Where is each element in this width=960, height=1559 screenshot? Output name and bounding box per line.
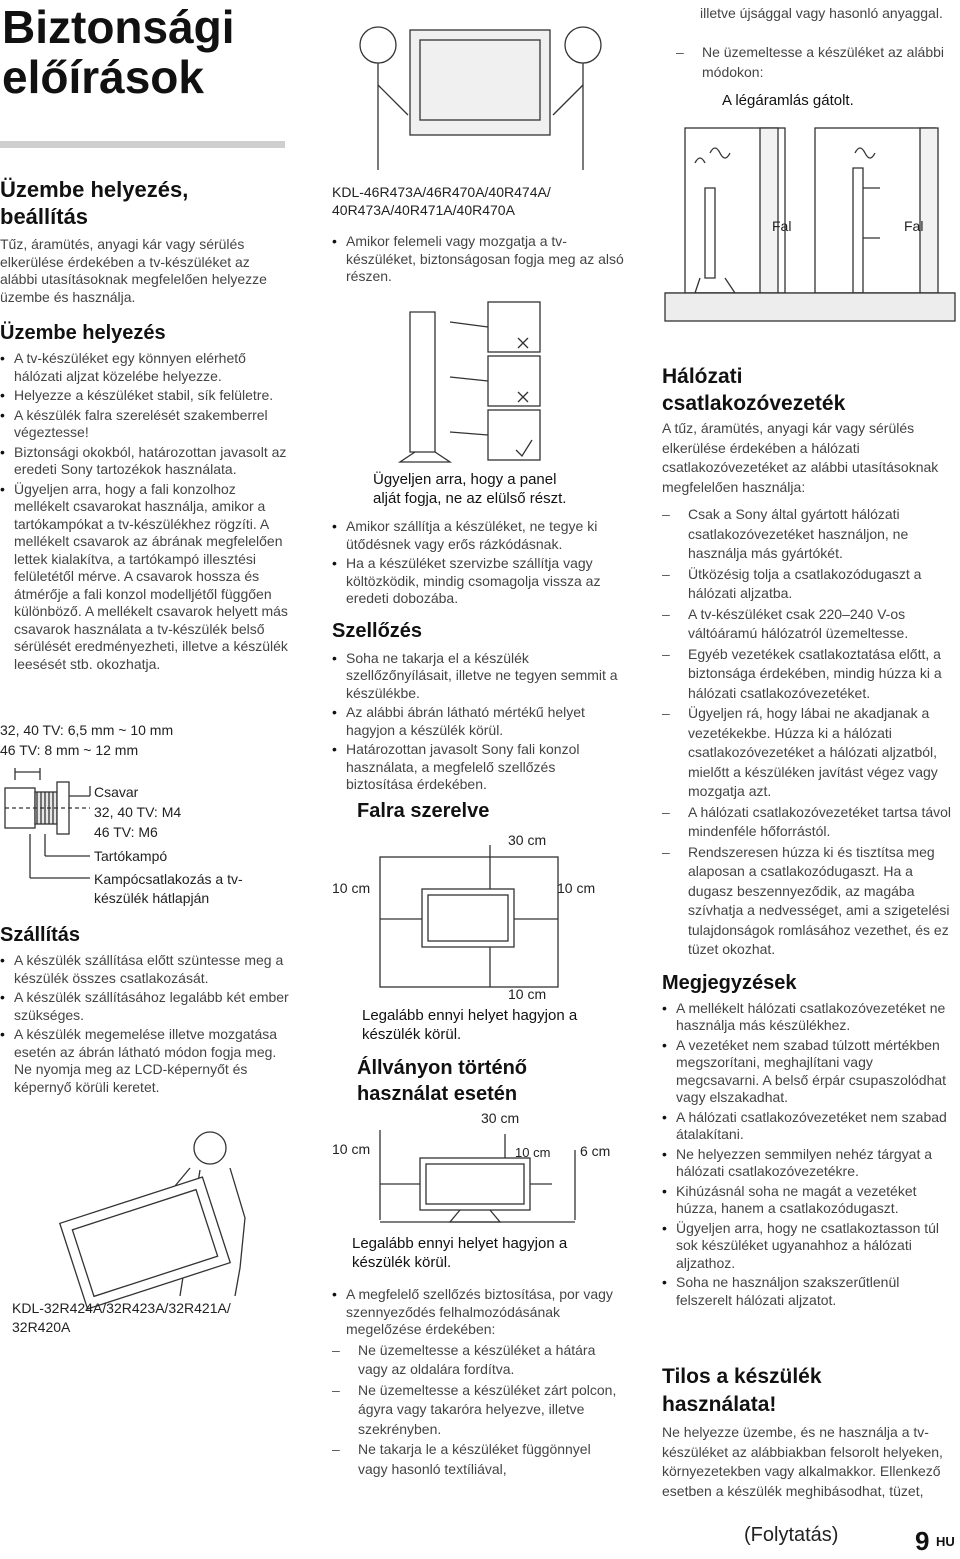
stand-clearance-left: 10 cm	[332, 1141, 371, 1157]
section-title-power-cord	[662, 363, 954, 417]
power-title-line1: Hálózati	[662, 365, 743, 388]
panel-grip-illustration	[380, 302, 560, 462]
stand-clearance-caption: Legalább ennyi helyet hagyjon a készülék körül.	[352, 1235, 568, 1271]
wall-clearance-caption: Legalább ennyi helyet hagyjon a készülék körül.	[362, 1007, 578, 1043]
section-divider-bar	[0, 141, 285, 148]
list-item: – Ne takarja le a készüléket függönnyel vagy hasonló textíliával,	[332, 1440, 624, 1479]
page-title-line1: Biztonsági	[2, 1, 235, 53]
list-item: • Helyezze a készüléket stabil, sík felületre.	[0, 387, 290, 405]
wall-clearance-left: 10 cm	[332, 880, 371, 896]
stand-title	[357, 1055, 527, 1107]
stand-title-line2: használat esetén	[357, 1083, 518, 1105]
list-item: – A tv-készüléket csak 220–240 V-os váltóáramú hálózatról üzemeltesse.	[662, 605, 954, 644]
list-item: • Az alábbi ábrán látható mértékű helyet hagyjon a készülék körül.	[332, 704, 624, 739]
large-model-block	[332, 184, 624, 288]
screw-label-3: 46 TV: M6	[94, 824, 158, 840]
list-item: – Csak a Sony által gyártott hálózati csatlakozóvezetéket használjon, ne használja más gyártókét.	[662, 505, 954, 564]
notes-bullets	[662, 1000, 954, 1310]
col3-continued-text: illetve újsággal vagy hasonló anyaggal.	[700, 5, 943, 21]
language-code: HU	[936, 1534, 955, 1549]
section-title-installation: Üzembe helyezés, beállítás	[0, 177, 189, 229]
list-item: • A készülék megemelése illetve mozgatása esetén az ábrán látható módon fogja meg. Ne nyomja meg az LCD-képernyőt és képernyő körüli keretet.	[0, 1026, 290, 1096]
list-item: • Ha a készüléket szervizbe szállítja vagy költözködik, mindig csomagolja vissza az eredeti dobozába.	[332, 555, 624, 608]
section-title-transport: Szállítás	[0, 924, 81, 946]
screw-label-4: Tartókampó	[94, 848, 168, 864]
page-number: 9	[915, 1526, 930, 1556]
two-people-carrying-tv-illustration	[368, 5, 598, 175]
list-item: • A készülék szállításához legalább két ember szükséges.	[0, 989, 290, 1024]
wall-mount-title: Falra szerelve	[357, 800, 490, 822]
stand-clearance-right: 10 cm	[515, 1145, 551, 1160]
ventilation-tips	[332, 1286, 624, 1480]
power-cord-dashes	[662, 505, 954, 960]
wall-clearance-top: 30 cm	[508, 832, 547, 848]
forbidden-title-line2: használata!	[662, 1393, 777, 1416]
list-item: – Ütközésig tolja a csatlakozódugaszt a hálózati aljzatba.	[662, 565, 954, 604]
setup-bullets	[0, 350, 290, 673]
forbidden-section	[662, 1363, 954, 1501]
list-item: • A készülék falra szerelését szakemberrel végeztesse!	[0, 407, 290, 442]
continued-label: (Folytatás)	[744, 1524, 839, 1546]
list-item: • Soha ne takarja el a készülék szellőzőnyílásait, illetve ne tegyen semmit a készülékbe.	[332, 650, 624, 703]
screw-label-1: Csavar	[94, 784, 139, 800]
stand-clearance-top: 30 cm	[481, 1110, 520, 1126]
subsection-title-setup: Üzembe helyezés	[0, 322, 166, 344]
list-item: • Soha ne használjon szakszerűtlenül felszerelt hálózati aljzatot.	[662, 1274, 954, 1309]
ventilation-tips-bullets	[332, 1286, 624, 1339]
list-item: – A hálózati csatlakozóvezetéket tartsa távol mindenféle hőforrástól.	[662, 803, 954, 842]
transport-notes-bullets	[332, 518, 624, 608]
list-item: • Amikor szállítja a készüléket, ne tegye ki ütődésnek vagy erős rázkódásnak.	[332, 518, 624, 553]
list-item: – Ne üzemeltesse a készüléket a hátára vagy az oldalára fordítva.	[332, 1341, 624, 1380]
forbidden-text: Ne helyezze üzembe, és ne használja a tv-készüléket az alábbiakban felsorolt helyeken, környezetekben vagy alkalmakkor. Ellenkező esetben a készülék meghibásodhat, tüzet,	[662, 1424, 943, 1499]
page-title-line2: előírások	[2, 51, 204, 103]
transport-notes	[332, 518, 624, 796]
transport-bullets	[0, 952, 290, 1096]
wall-clearance-right: 10 cm	[557, 880, 596, 896]
wall-clearance-bottom: 10 cm	[508, 986, 547, 1002]
list-item: • Kihúzásnál soha ne magát a vezetéket húzza, hanem a csatlakozódugaszt.	[662, 1183, 954, 1218]
list-item: – Egyéb vezetékek csatlakoztatása előtt, a biztonsága érdekében, mindig húzza ki a hálózati csatlakozóvezetéket.	[662, 645, 954, 704]
section-title-ventilation: Szellőzés	[332, 619, 423, 642]
screw-spec-1: 32, 40 TV: 6,5 mm ~ 10 mm	[0, 722, 174, 738]
ventilation-bullets	[332, 650, 624, 794]
list-item: • A mellékelt hálózati csatlakozóvezetéket ne használja más készülékhez.	[662, 1000, 954, 1035]
model-small-2: 32R420A	[12, 1319, 71, 1335]
page-title	[2, 2, 302, 102]
panel-caption-2: alját fogja, ne az elülső részt.	[373, 490, 567, 507]
model-large-1: KDL-46R473A/46R470A/40R474A/	[332, 184, 551, 200]
screw-label-5b: készülék hátlapján	[94, 890, 210, 906]
airflow-caption: A légáramlás gátolt.	[722, 92, 854, 109]
list-item: • Amikor felemeli vagy mozgatja a tv-készüléket, biztonságosan fogja meg az alsó részen.	[332, 233, 624, 286]
model-small-1: KDL-32R424A/32R423A/32R421A/	[12, 1300, 231, 1316]
section-title-forbidden	[662, 1363, 954, 1419]
stand-clearance-side: 6 cm	[580, 1143, 611, 1159]
screw-label-5a: Kampócsatlakozás a tv-	[94, 871, 243, 887]
list-item: • A megfelelő szellőzés biztosítása, por vagy szennyeződés felhalmozódásának megelőzése érdekében:	[332, 1286, 624, 1339]
list-item: • A tv-készüléket egy könnyen elérhető hálózati aljzat közelébe helyezze.	[0, 350, 290, 385]
list-item: – Ne üzemeltesse a készüléket zárt polcon, ágyra vagy takaróra helyezve, illetve szekrényben.	[332, 1381, 624, 1440]
wall-label-2: Fal	[904, 218, 924, 234]
power-cord-intro: A tűz, áramütés, anyagi kár vagy sérülés elkerülése érdekében a hálózati csatlakozóvezetéket az alábbi utasításoknak megfelelően használja:	[662, 420, 939, 495]
list-item: • A vezetéket nem szabad túlzott mértékben megszorítani, meghajlítani vagy megcsavarni. A belső érpár csupaszolódhat vagy elszakadhat.	[662, 1037, 954, 1107]
list-item: • A készülék szállítása előtt szüntesse meg a készülék összes csatlakozását.	[0, 952, 290, 987]
list-item: • Ügyeljen arra, hogy ne csatlakoztasson túl sok készüléket ugyanahhoz a hálózati aljzathoz.	[662, 1220, 954, 1273]
list-item: – Ne üzemeltesse a készüléket az alábbi módokon:	[676, 43, 948, 82]
ventilation-tips-dashes	[332, 1341, 624, 1480]
section-title-notes: Megjegyzések	[662, 971, 797, 994]
model-large-2: 40R473A/40R471A/40R470A	[332, 201, 515, 218]
screw-label-2: 32, 40 TV: M4	[94, 804, 182, 820]
list-item: • Biztonsági okokból, határozottan javasolt az eredeti Sony tartozékok használata.	[0, 444, 290, 479]
power-cord-section	[662, 363, 954, 1311]
list-item: – Rendszeresen húzza ki és tisztítsa meg alaposan a csatlakozódugaszt. Ha a dugasz beszennyeződik, az magába szívhatja a nedvességet, ami a szigetelési tulajdonságok romlásához vezethet, és ez tüzet okozhat.	[662, 843, 954, 960]
wall-label-1: Fal	[772, 218, 792, 234]
wall-clearance-diagram	[380, 845, 560, 995]
col3-top-dash	[676, 43, 948, 83]
list-item: • Határozottan javasolt Sony fali konzol használata, a megfelelő szellőzés biztosítása érdekében.	[332, 741, 624, 794]
person-carrying-tv-illustration	[60, 1128, 290, 1298]
list-item: • Ne helyezzen semmilyen nehéz tárgyat a hálózati csatlakozóvezetékre.	[662, 1146, 954, 1181]
lift-bullets	[332, 233, 624, 286]
installation-section	[0, 176, 290, 675]
transport-section	[0, 922, 290, 1098]
list-item: – Ügyeljen rá, hogy lábai ne akadjanak a vezetékekbe. Húzza ki a hálózati csatlakozóvezetéket a hálózati aljzatból, mielőtt a készüléken javítást végez vagy mozgatja azt.	[662, 704, 954, 802]
panel-caption-1: Ügyeljen arra, hogy a panel	[373, 471, 557, 488]
stand-title-line1: Állványon történő	[357, 1057, 528, 1079]
power-title-line2: csatlakozóvezeték	[662, 392, 846, 415]
forbidden-title-line1: Tilos a készülék	[662, 1365, 822, 1388]
list-item: • A hálózati csatlakozóvezetéket nem szabad átalakítani.	[662, 1109, 954, 1144]
list-item: • Ügyeljen arra, hogy a fali konzolhoz mellékelt csavarokat használja, amikor a tartókampókat a tv-készülékhez rögzíti. A mellékelt csavarok az ábrának megfelelően lettek kialakítva, a tartókampó illesztési felületétől mérve. A csavarok hossza és átmérője a fali konzol modelljétől függően különböző. A mellékelt csavarok helyett más csavarok használata a tv-készülék belső sérülését eredményezheti, illetve a készülék leesését stb. okozhatja.	[0, 481, 290, 674]
screw-spec-2: 46 TV: 8 mm ~ 12 mm	[0, 742, 139, 758]
installation-intro: Tűz, áramütés, anyagi kár vagy sérülés elkerülése érdekében a tv-készüléket az alábbi utasításoknak megfelelően helyezze üzembe és használja.	[0, 236, 267, 305]
